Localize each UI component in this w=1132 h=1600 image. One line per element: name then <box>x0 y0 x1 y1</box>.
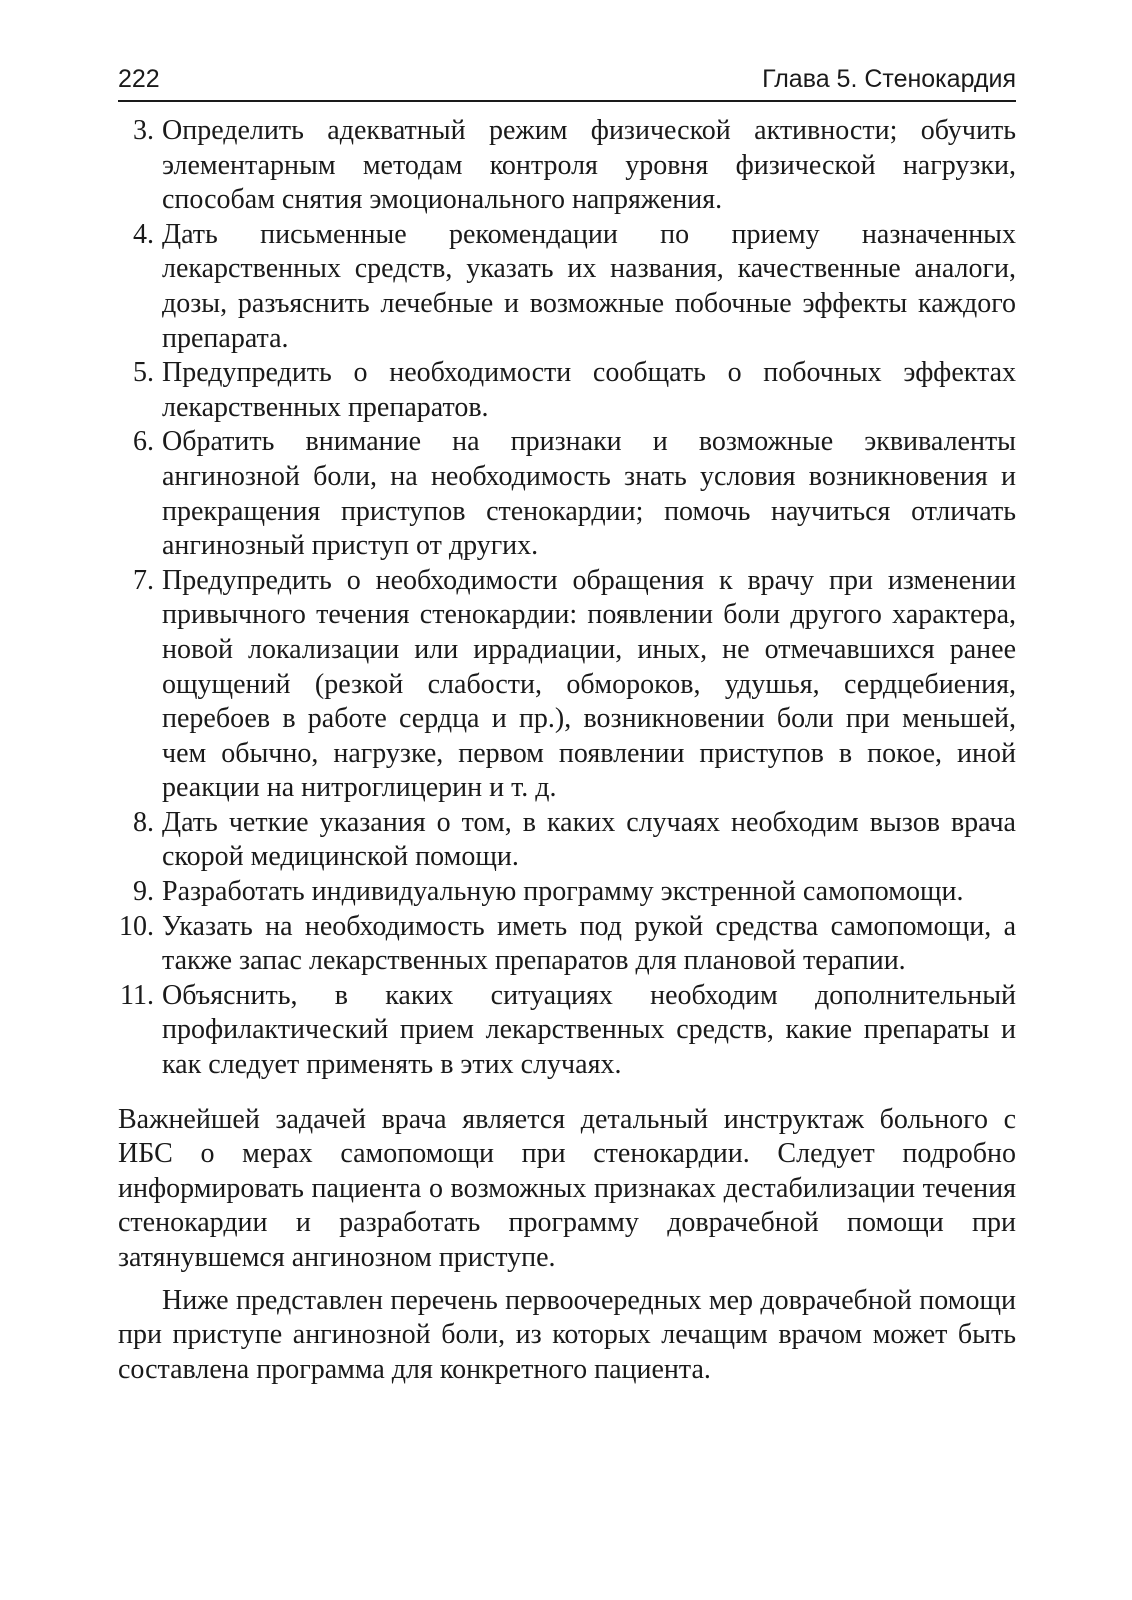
list-item-number: 10. <box>119 910 154 942</box>
list-item-text: Объяснить, в каких ситуациях необходим дополнительный профилактический прием лекарственных средств, какие препараты и как следует применять в этих случаях. <box>162 979 1016 1081</box>
list-item-number: 8. <box>133 806 154 838</box>
list-item <box>118 218 1016 356</box>
list-item <box>118 356 1016 425</box>
body-paragraph: Важнейшей задачей врача является детальный инструктаж больного с ИБС о мерах самопомощи при стенокардии. Следует подробно информировать пациента о возможных признаках дестабилизации течения стенокардии и разработать программу доврачебной помощи при затянувшемся ангинозном приступе. <box>118 1103 1016 1273</box>
list-item <box>118 114 1016 218</box>
recommendations-list <box>118 114 1016 1083</box>
page-number: 222 <box>118 65 160 93</box>
list-item <box>118 875 1016 910</box>
list-item-number: 5. <box>133 357 154 389</box>
list-item-text: Указать на необходимость иметь под рукой средства самопомощи, а также запас лекарственных препаратов для плановой терапии. <box>162 910 1016 977</box>
list-item-number: 4. <box>133 218 154 250</box>
chapter-title: Глава 5. Стенокардия <box>762 65 1016 93</box>
list-item <box>118 806 1016 875</box>
list-item-text: Определить адекватный режим физической активности; обучить элементарным методам контроля уровня физической нагрузки, способам снятия эмоционального напряжения. <box>162 115 1016 216</box>
list-item-text: Разработать индивидуальную программу экстренной самопомощи. <box>162 876 964 908</box>
list-item-number: 9. <box>133 876 154 908</box>
list-item-number: 7. <box>133 564 154 596</box>
running-header <box>118 64 1016 102</box>
list-item-number: 6. <box>133 426 154 458</box>
book-page <box>118 64 1016 1387</box>
list-item-number: 11. <box>120 979 154 1011</box>
list-item <box>118 979 1016 1083</box>
list-item-text: Обратить внимание на признаки и возможные эквиваленты ангинозной боли, на необходимость знать условия возникновения и прекращения приступов стенокардии; помочь научиться отличать ангинозный приступ от других. <box>162 426 1016 562</box>
list-item <box>118 910 1016 979</box>
page-content <box>118 114 1016 1387</box>
list-item-text: Дать письменные рекомендации по приему назначенных лекарственных средств, указать их названия, качественные аналоги, дозы, разъяснить лечебные и возможные побочные эффекты каждого препарата. <box>162 218 1016 354</box>
body-paragraph: Ниже представлен перечень первоочередных мер доврачебной помощи при приступе ангинозной боли, из которых лечащим врачом может быть составлена программа для конкретного пациента. <box>118 1284 1016 1385</box>
list-item-text: Предупредить о необходимости сообщать о побочных эффектах лекарственных препаратов. <box>162 357 1016 423</box>
list-item <box>118 425 1016 563</box>
list-item-number: 3. <box>133 115 154 146</box>
list-item-text: Предупредить о необходимости обращения к врачу при изменении привычного течения стенокардии: появлении боли другого характера, новой локализации или иррадиации, иных, не отмечавшихся ранее ощущений (резкой слабости, обмороков, удушья, сердцебиения, перебоев в работе сердца и пр.), возникновении боли при меньшей, чем обычно, нагрузке, первом появлении приступов в покое, иной реакции на нитроглицерин и т. д. <box>162 564 1016 804</box>
list-item <box>118 564 1016 806</box>
list-item-text: Дать четкие указания о том, в каких случаях необходим вызов врача скорой медицинской помощи. <box>162 806 1016 873</box>
